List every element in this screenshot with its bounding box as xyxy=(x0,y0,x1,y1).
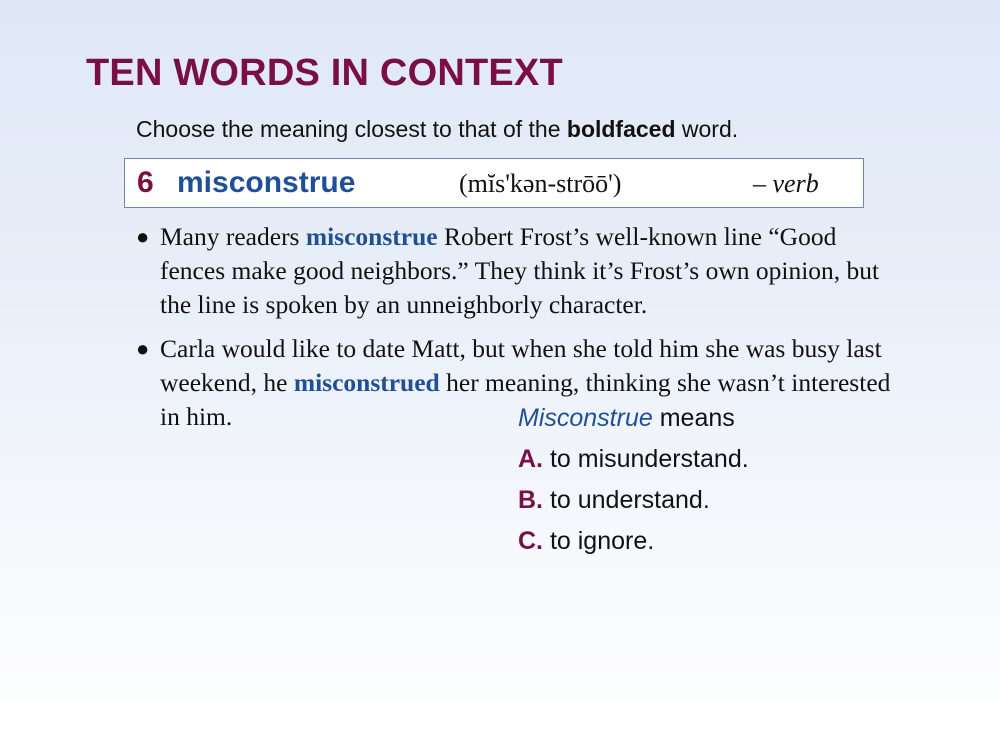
example-text: Robert Frost’s well-known line “Good fences make good neighbors.” They think it’s Frost’s own opinion, but the line is spoken by an unneighborly character. xyxy=(160,222,880,319)
option-letter: A. xyxy=(518,445,543,473)
vocabulary-word-box xyxy=(124,158,864,208)
example-sentence-2 xyxy=(136,332,896,434)
question-stem xyxy=(518,404,749,433)
instruction-text-end: word. xyxy=(675,116,739,142)
example-sentences xyxy=(136,220,896,444)
example-text: Many readers xyxy=(160,222,306,251)
question-word: Misconstrue xyxy=(518,404,653,432)
example-sentence-1 xyxy=(136,220,896,322)
word-headword: misconstrue xyxy=(177,166,356,199)
word-part-of-speech: – verb xyxy=(753,169,819,198)
word-pronunciation: (mĭs'kən-strōō') xyxy=(459,169,622,198)
answer-option-a[interactable] xyxy=(518,445,749,474)
question-block xyxy=(518,404,749,568)
example-keyword: misconstrue xyxy=(305,222,438,251)
slide-title: TEN WORDS IN CONTEXT xyxy=(86,52,563,94)
instruction-text: Choose the meaning closest to that of the xyxy=(136,116,567,142)
option-letter: B. xyxy=(518,486,543,514)
bullet-icon: ● xyxy=(136,336,150,361)
example-keyword: misconstrued xyxy=(293,368,440,397)
option-text: to ignore. xyxy=(543,527,655,555)
answer-option-b[interactable] xyxy=(518,486,749,515)
example-text: Carla would like to date Matt, but when she told him she was busy last weekend, he xyxy=(160,334,882,397)
option-text: to misunderstand. xyxy=(543,445,749,473)
instruction-bold-text: boldfaced xyxy=(566,116,676,142)
instruction xyxy=(136,116,738,143)
option-letter: C. xyxy=(518,527,543,555)
bullet-icon: ● xyxy=(136,224,150,249)
option-text: to understand. xyxy=(543,486,710,514)
example-text: her meaning, thinking she wasn’t interested in him. xyxy=(160,368,891,431)
answer-option-c[interactable] xyxy=(518,527,749,556)
word-number: 6 xyxy=(137,166,154,199)
question-stem-text: means xyxy=(652,404,735,432)
